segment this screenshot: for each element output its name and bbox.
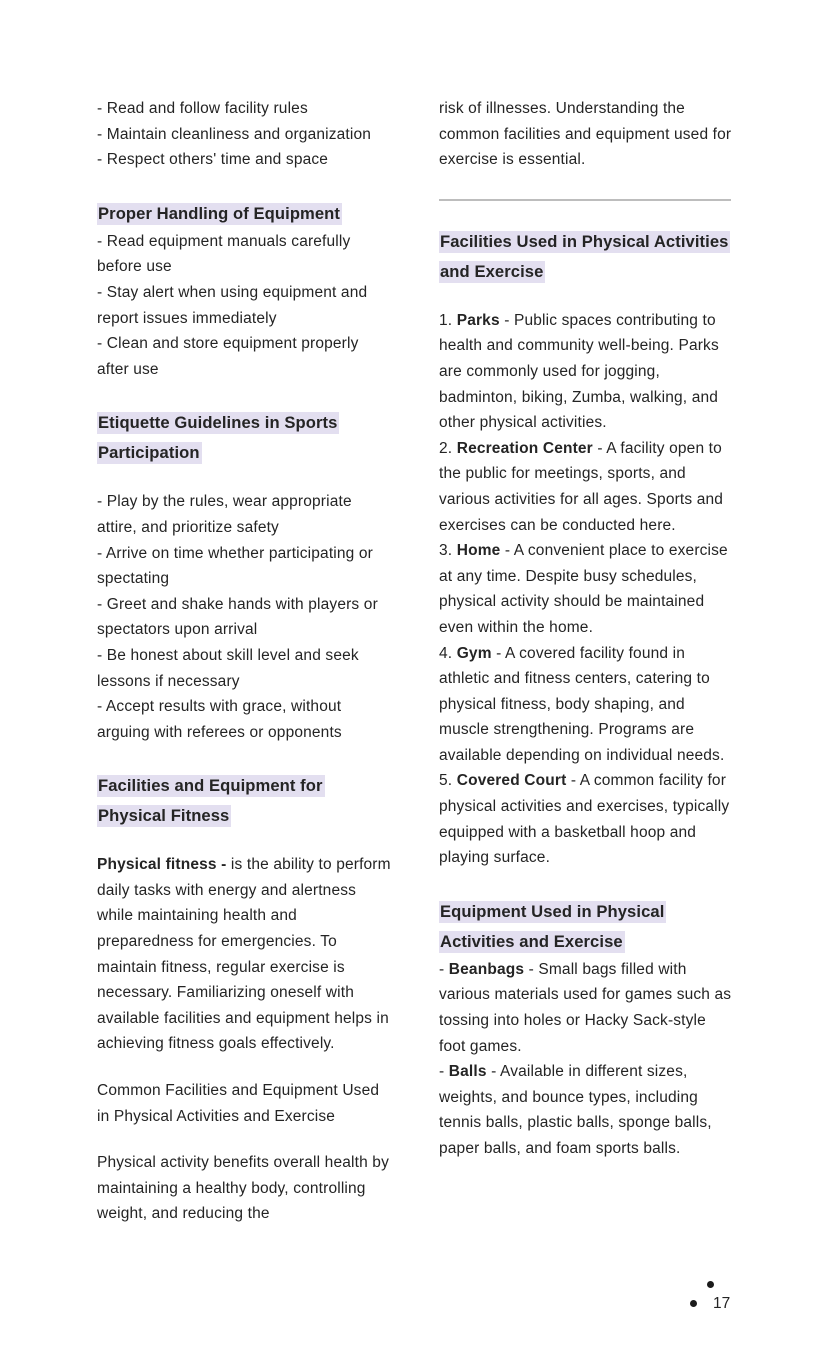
spacer <box>97 1057 393 1078</box>
etiquette-item: - Arrive on time whether participating or spectating <box>97 544 374 588</box>
equipment-list-item <box>439 957 735 1059</box>
heading-etiquette-guidelines <box>97 408 393 468</box>
spacer <box>439 173 735 199</box>
list-number: 1. <box>439 311 453 329</box>
list-body: - A common facility for physical activities and exercises, typically equipped with a basketball hoop and playing surface. <box>439 772 730 867</box>
list-number: 2. <box>439 439 453 457</box>
list-marker: - <box>439 960 445 978</box>
list-term: Covered Court <box>456 772 567 790</box>
right-column <box>439 96 735 1162</box>
proper-handling-item: - Clean and store equipment properly after use <box>97 335 359 378</box>
spacer <box>439 287 735 308</box>
list-term: Beanbags <box>448 960 525 978</box>
heading-proper-handling <box>97 199 393 229</box>
heading-equipment-used-text: Equipment Used in Physical Activities and Exercise <box>440 901 665 951</box>
footer-bullet-icon <box>690 1300 697 1307</box>
definition-body: is the ability to perform daily tasks with energy and alertness while maintaining health and preparedness for emergencies. To maintain fitness, regular exercise is necessary. Familiarizing oneself with available facilities and equipment helps in achieving fitness goals effectively. <box>97 856 391 1053</box>
facility-rule-item: - Maintain cleanliness and organization <box>97 125 372 143</box>
page-number: 17 <box>713 1295 731 1312</box>
list-body: - A covered facility found in athletic and fitness centers, catering to physical fitness, body shaping, and muscle strengthening. Programs are available depending on individual needs. <box>439 644 725 764</box>
proper-handling-item: - Stay alert when using equipment and report issues immediately <box>97 283 368 327</box>
spacer <box>439 871 735 897</box>
spacer <box>97 173 393 199</box>
spacer <box>439 201 735 227</box>
left-column <box>97 96 393 1227</box>
list-term: Home <box>456 542 501 560</box>
facility-list-item <box>439 768 735 870</box>
list-body: - Public spaces contributing to health and community well-being. Parks are commonly used for jogging, badminton, biking, Zumba, walking, and other physical activities. <box>439 311 719 432</box>
list-body: - A facility open to the public for meetings, sports, and various activities for all ages. Sports and exercises can be conducted here. <box>439 439 724 534</box>
etiquette-item: - Greet and shake hands with players or spectators upon arrival <box>97 595 378 639</box>
list-number: 5. <box>439 772 453 790</box>
list-term: Recreation Center <box>456 439 593 457</box>
equipment-list-item <box>439 1059 735 1161</box>
heading-facilities-used-text: Facilities Used in Physical Activities and Exercise <box>440 231 729 281</box>
spacer <box>97 1129 393 1150</box>
heading-etiquette-guidelines-text: Etiquette Guidelines in Sports Participation <box>98 413 338 463</box>
facility-list-item <box>439 436 735 538</box>
etiquette-item: - Be honest about skill level and seek lessons if necessary <box>97 646 359 690</box>
list-body: - Small bags filled with various materials used for games such as tossing into holes or Hacky Sack-style foot games. <box>439 960 732 1055</box>
list-body: - A convenient place to exercise at any time. Despite busy schedules, physical activity should be maintained even within the home. <box>439 542 728 636</box>
etiquette-item: - Play by the rules, wear appropriate attire, and prioritize safety <box>97 493 352 536</box>
list-number: 3. <box>439 542 453 560</box>
benefits-paragraph: Physical activity benefits overall health by maintaining a healthy body, controlling weight, and reducing the <box>97 1154 389 1223</box>
heading-proper-handling-text: Proper Handling of Equipment <box>98 203 341 223</box>
facility-rule-item: - Respect others' time and space <box>97 151 329 169</box>
proper-handling-item: - Read equipment manuals carefully before use <box>97 232 351 276</box>
spacer <box>97 382 393 408</box>
heading-equipment-used <box>439 897 735 957</box>
list-term: Gym <box>456 644 492 662</box>
list-term: Balls <box>448 1063 487 1081</box>
spacer <box>97 831 393 852</box>
common-facilities-subheading: Common Facilities and Equipment Used in Physical Activities and Exercise <box>97 1082 380 1125</box>
list-body: - Available in different sizes, weights, and bounce types, including tennis balls, plastic balls, sponge balls, paper balls, and foam sports balls. <box>439 1063 712 1157</box>
list-number: 4. <box>439 644 453 662</box>
physical-fitness-definition <box>97 852 393 1057</box>
continued-paragraph: risk of illnesses. Understanding the common facilities and equipment used for exercise is essential. <box>439 100 732 169</box>
facility-list-item <box>439 538 735 640</box>
etiquette-item: - Accept results with grace, without arguing with referees or opponents <box>97 698 342 741</box>
spacer <box>97 468 393 489</box>
facility-rule-item: - Read and follow facility rules <box>97 100 308 117</box>
list-marker: - <box>439 1063 445 1081</box>
heading-facilities-and-equipment <box>97 771 393 831</box>
facility-list-item <box>439 641 735 769</box>
facility-list-item <box>439 308 735 436</box>
footer-bullet-icon <box>707 1281 714 1288</box>
definition-term: Physical fitness - <box>97 856 231 874</box>
list-term: Parks <box>456 311 500 329</box>
heading-facilities-used <box>439 227 735 287</box>
spacer <box>97 745 393 771</box>
heading-facilities-and-equipment-text: Facilities and Equipment for Physical Fitness <box>98 776 323 826</box>
